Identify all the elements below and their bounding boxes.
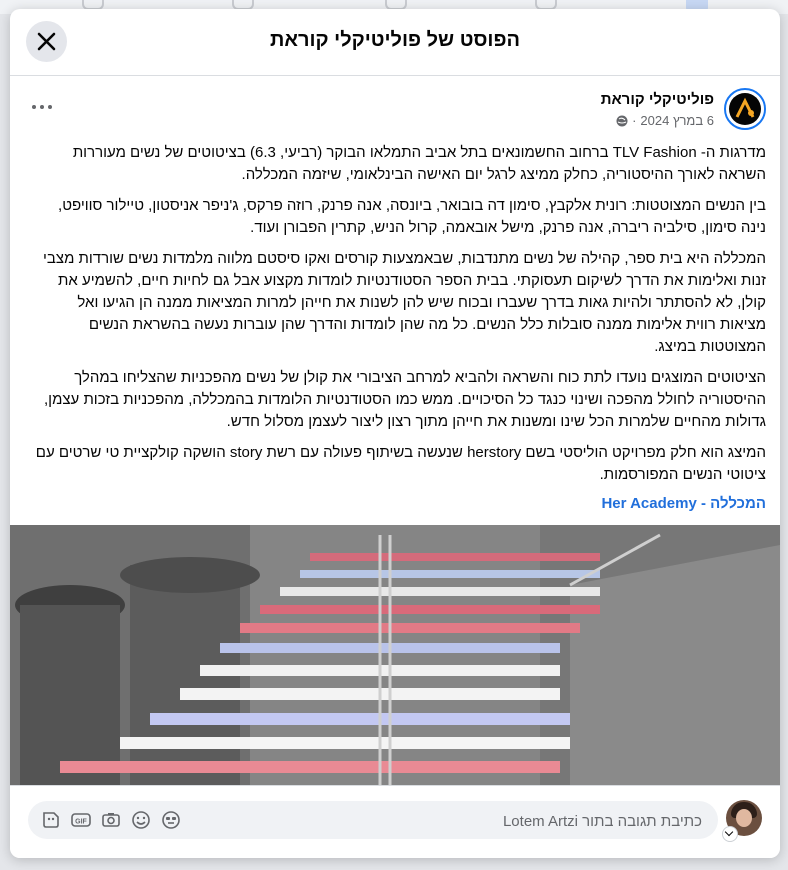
post-date[interactable]: 6 במרץ 2024 <box>640 113 714 128</box>
comment-box <box>28 801 718 839</box>
post-meta: 6 במרץ 2024 · <box>616 113 714 128</box>
more-options-button[interactable] <box>30 98 54 116</box>
comment-input[interactable] <box>260 801 704 841</box>
gif-icon[interactable] <box>70 810 92 830</box>
page-avatar[interactable] <box>724 88 766 130</box>
page-logo <box>729 93 761 125</box>
post-dialog <box>10 9 780 858</box>
staircase-photo <box>10 525 780 785</box>
post-paragraph: המכללה היא בית ספר, קהילה של נשים מתנדבות, שבאמצעות קורסים ואקו סיסטם מלווה מלמדות נשים שורדות מצבי זנות ואלימות את הדרך לשיקום תעסוקתי. בבית הספר הסטודנטיות לומדות מקצוע אבל גם לחיות חיים, להשמיע את קולן, לא להסתתר ולהיות גאות בדרך שעברו ובכוח שיש להן לשנות את חייהן למרות המציאות ממנה הן הגיעו ואל מציאות רווית אלימות ממנה סובלות כלל הנשים. כל מה שהן לומדות והדרך שהן עוברות נעשה בהשראת הנשים המצוטטות במיצג. <box>43 250 766 355</box>
camera-icon[interactable] <box>100 810 122 830</box>
post-paragraph: בין הנשים המצוטטות: רונית אלקבץ, סימון דה בובואר, ביונסה, אנה פרנק, רוזה פרקס, ג'ניפר אניסטון, טיילור סוויפט, נינה סימון, סילביה ריברה, אנה פרנק, מישל אובאמה, קרול הניש, קתרין הפבורן ועוד. <box>58 197 766 236</box>
close-icon <box>37 32 56 51</box>
post-author[interactable]: פוליטיקלי קוראת <box>600 91 714 108</box>
avatar-sticker-icon[interactable] <box>40 810 62 830</box>
close-button[interactable] <box>26 21 67 62</box>
chevron-down-icon[interactable] <box>722 826 738 842</box>
dialog-title: הפוסט של פוליטיקלי קוראת <box>269 29 521 51</box>
comment-composer <box>10 785 780 858</box>
post-paragraph: הציטוטים המוצגים נועדו לתת כוח והשראה ולהביא למרחב הציבורי את קולן של נשים מהפכניות שהצליחו במהלך ההיסטוריה לחולל מהפכה ושינוי כנגד כל הסיכויים. ממש כמו הסטודנטיות הלומדות בהמכללה, מהפכניות בזכות עצמן, גדולות מהחיים שלמרות הכל שינו ומשנות את חייהן מתוך רצון ליצור לעצמן מסלול חדש. <box>44 369 766 430</box>
svg-text:GIF: GIF <box>75 818 87 826</box>
post-paragraph: מדרגות ה- TLV Fashion ברחוב החשמונאים בתל אביב התמלאו הבוקר (רביעי, 6.3) בציטוטים של נשים מעוררות השראה לאורך ההיסטוריה, כחלק ממיצג לרגל יום האישה הבינלאומי, שיזמה המכללה. <box>72 144 766 183</box>
globe-icon <box>616 115 628 127</box>
post-text <box>30 142 766 524</box>
post-photo[interactable] <box>10 525 780 785</box>
emoji-icon[interactable] <box>130 810 152 830</box>
post-header <box>10 88 780 136</box>
sticker-icon[interactable] <box>160 810 182 830</box>
post-paragraph: המיצג הוא חלק מפרויקט הוליסטי בשם herstory שנעשה בשיתוף פעולה עם רשת story הושקה קולקציית טי שרטים עם ציטוטי הנשים המפורסמות. <box>35 444 766 483</box>
comment-tools <box>40 810 182 830</box>
post-link[interactable]: המכללה - Her Academy <box>601 495 766 512</box>
dialog-header <box>10 9 780 76</box>
